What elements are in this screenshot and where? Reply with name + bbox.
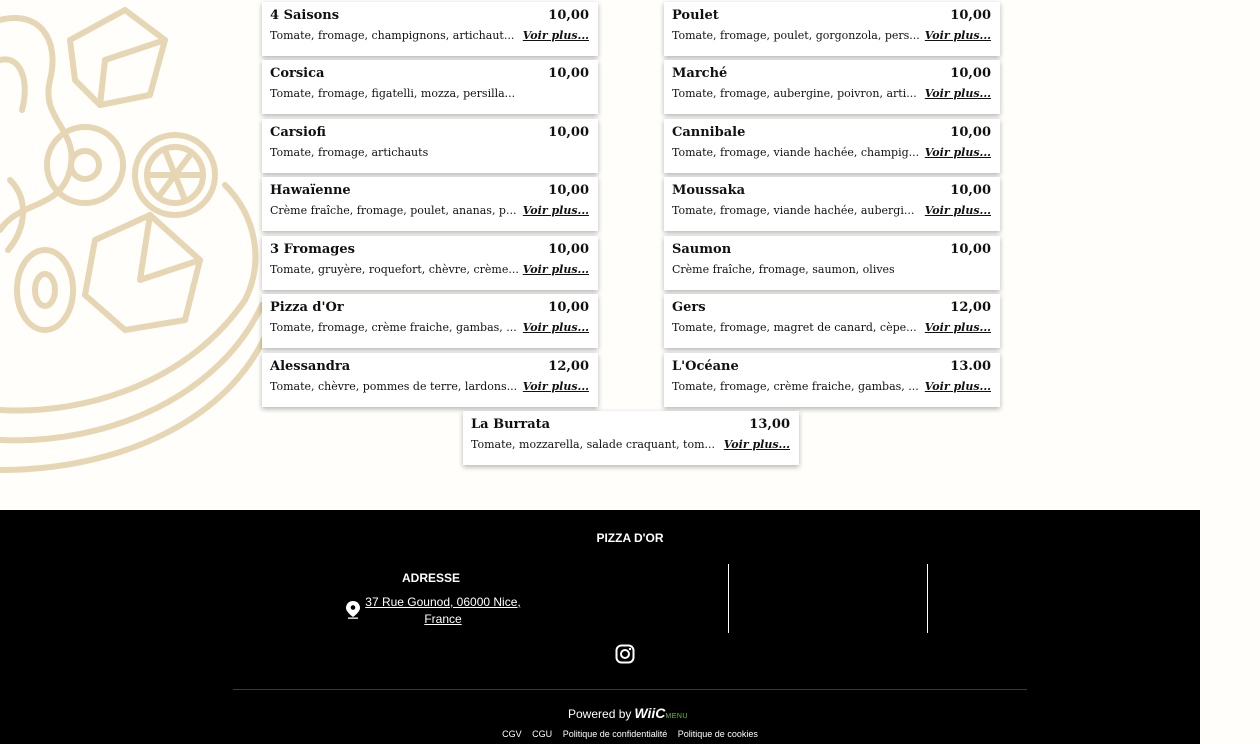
map-pin-icon — [346, 601, 360, 619]
legal-link-cookies[interactable]: Politique de cookies — [677, 729, 758, 739]
read-more-link[interactable]: Voir plus... — [924, 380, 991, 393]
menu-item-description: Tomate, fromage, magret de canard, cèpe... — [672, 321, 917, 334]
menu-item-description: Tomate, fromage, champignons, artichaut... — [270, 29, 515, 42]
menu-item-card[interactable] — [463, 411, 799, 465]
instagram-icon[interactable] — [615, 644, 635, 664]
menu-item-card[interactable] — [664, 294, 1000, 348]
powered-by-text: Powered by — [568, 707, 632, 721]
menu-item-name: 4 Saisons — [270, 8, 340, 23]
menu-item-card[interactable] — [664, 177, 1000, 231]
menu-item-price: 10,00 — [950, 242, 991, 257]
menu-item-name: Gers — [672, 300, 706, 315]
menu-item-card[interactable] — [262, 60, 598, 114]
menu-item-price: 12,00 — [548, 359, 589, 374]
menu-item-price: 10,00 — [548, 8, 589, 23]
read-more-link[interactable]: Voir plus... — [723, 438, 790, 451]
menu-item-name: Carsiofi — [270, 125, 326, 140]
menu-item-card[interactable] — [262, 236, 598, 290]
menu-item-description: Tomate, chèvre, pommes de terre, lardons... — [270, 380, 518, 393]
legal-link-cgu[interactable]: CGU — [532, 729, 553, 739]
menu-item-name: Corsica — [270, 66, 325, 81]
address-line-2: France — [424, 612, 462, 626]
menu-item-description: Tomate, fromage, artichauts — [270, 146, 429, 159]
menu-item-description: Tomate, fromage, figatelli, mozza, persilla... — [270, 87, 516, 100]
menu-item-price: 10,00 — [548, 242, 589, 257]
menu-item-price: 10,00 — [548, 66, 589, 81]
read-more-link[interactable]: Voir plus... — [924, 29, 991, 42]
menu-item-card[interactable] — [262, 2, 598, 56]
menu-item-price: 10,00 — [950, 125, 991, 140]
powered-by[interactable] — [0, 705, 1256, 721]
read-more-link[interactable]: Voir plus... — [924, 204, 991, 217]
read-more-link[interactable]: Voir plus... — [522, 321, 589, 334]
menu-item-description: Crème fraîche, fromage, poulet, ananas, p... — [270, 204, 517, 217]
menu-item-description: Tomate, fromage, crème fraiche, gambas, ... — [270, 321, 517, 334]
menu-item-price: 10,00 — [950, 183, 991, 198]
footer-brand-name: PIZZA D'OR — [596, 531, 664, 545]
wiic-logo: WiiC — [634, 705, 666, 721]
menu-item-price: 10,00 — [950, 8, 991, 23]
menu-item-description: Tomate, fromage, aubergine, poivron, arti... — [672, 87, 917, 100]
menu-item-description: Tomate, fromage, crème fraiche, gambas, ... — [672, 380, 919, 393]
menu-item-description: Tomate, fromage, viande hachée, aubergi... — [672, 204, 915, 217]
menu-item-card[interactable] — [262, 119, 598, 173]
menu-item-card[interactable] — [262, 353, 598, 407]
read-more-link[interactable]: Voir plus... — [522, 29, 589, 42]
read-more-link[interactable]: Voir plus... — [522, 380, 589, 393]
menu-item-card[interactable] — [664, 119, 1000, 173]
legal-link-privacy[interactable]: Politique de confidentialité — [562, 729, 668, 739]
menu-item-price: 12,00 — [950, 300, 991, 315]
menu-item-name: Saumon — [672, 242, 732, 257]
menu-item-name: La Burrata — [471, 417, 551, 432]
menu-item-price: 13.00 — [950, 359, 991, 374]
menu-item-price: 13,00 — [749, 417, 790, 432]
menu-item-price: 10,00 — [548, 300, 589, 315]
menu-item-name: Moussaka — [672, 183, 746, 198]
menu-item-name: Poulet — [672, 8, 719, 23]
read-more-link[interactable]: Voir plus... — [924, 87, 991, 100]
footer-divider — [728, 564, 729, 633]
read-more-link[interactable]: Voir plus... — [522, 204, 589, 217]
read-more-link[interactable]: Voir plus... — [924, 146, 991, 159]
menu-item-description: Tomate, fromage, viande hachée, champig... — [672, 146, 920, 159]
legal-links — [0, 729, 1260, 739]
menu-item-card[interactable] — [664, 2, 1000, 56]
menu-item-description: Tomate, fromage, poulet, gorgonzola, pers... — [672, 29, 920, 42]
menu-item-card[interactable] — [664, 60, 1000, 114]
legal-link-cgv[interactable]: CGV — [502, 729, 522, 739]
menu-item-card[interactable] — [664, 353, 1000, 407]
menu-item-card[interactable] — [664, 236, 1000, 290]
menu-item-description: Tomate, mozzarella, salade craquant, tom... — [471, 438, 716, 451]
menu-item-name: Alessandra — [270, 359, 351, 374]
menu-item-price: 10,00 — [950, 66, 991, 81]
menu-item-name: Pizza d'Or — [270, 300, 344, 315]
menu-item-description: Tomate, gruyère, roquefort, chèvre, crème... — [270, 263, 519, 276]
menu-item-name: Hawaïenne — [270, 183, 351, 198]
menu-item-price: 10,00 — [548, 183, 589, 198]
read-more-link[interactable]: Voir plus... — [522, 263, 589, 276]
menu-item-name: L'Océane — [672, 359, 739, 374]
address-link[interactable] — [363, 594, 523, 628]
menu-item-price: 10,00 — [548, 125, 589, 140]
menu-item-description: Crème fraîche, fromage, saumon, olives — [672, 263, 895, 276]
site-footer — [0, 510, 1200, 744]
address-title: ADRESSE — [401, 571, 460, 585]
menu-item-name: 3 Fromages — [270, 242, 355, 257]
menu-item-name: Marché — [672, 66, 728, 81]
menu-item-name: Cannibale — [672, 125, 746, 140]
read-more-link[interactable]: Voir plus... — [924, 321, 991, 334]
address-line-1: 37 Rue Gounod, 06000 Nice, — [365, 595, 521, 609]
menu-item-card[interactable] — [262, 294, 598, 348]
menu-item-card[interactable] — [262, 177, 598, 231]
footer-divider — [927, 564, 928, 633]
wiic-logo-sub: MENU — [665, 713, 688, 720]
footer-separator — [233, 689, 1027, 690]
